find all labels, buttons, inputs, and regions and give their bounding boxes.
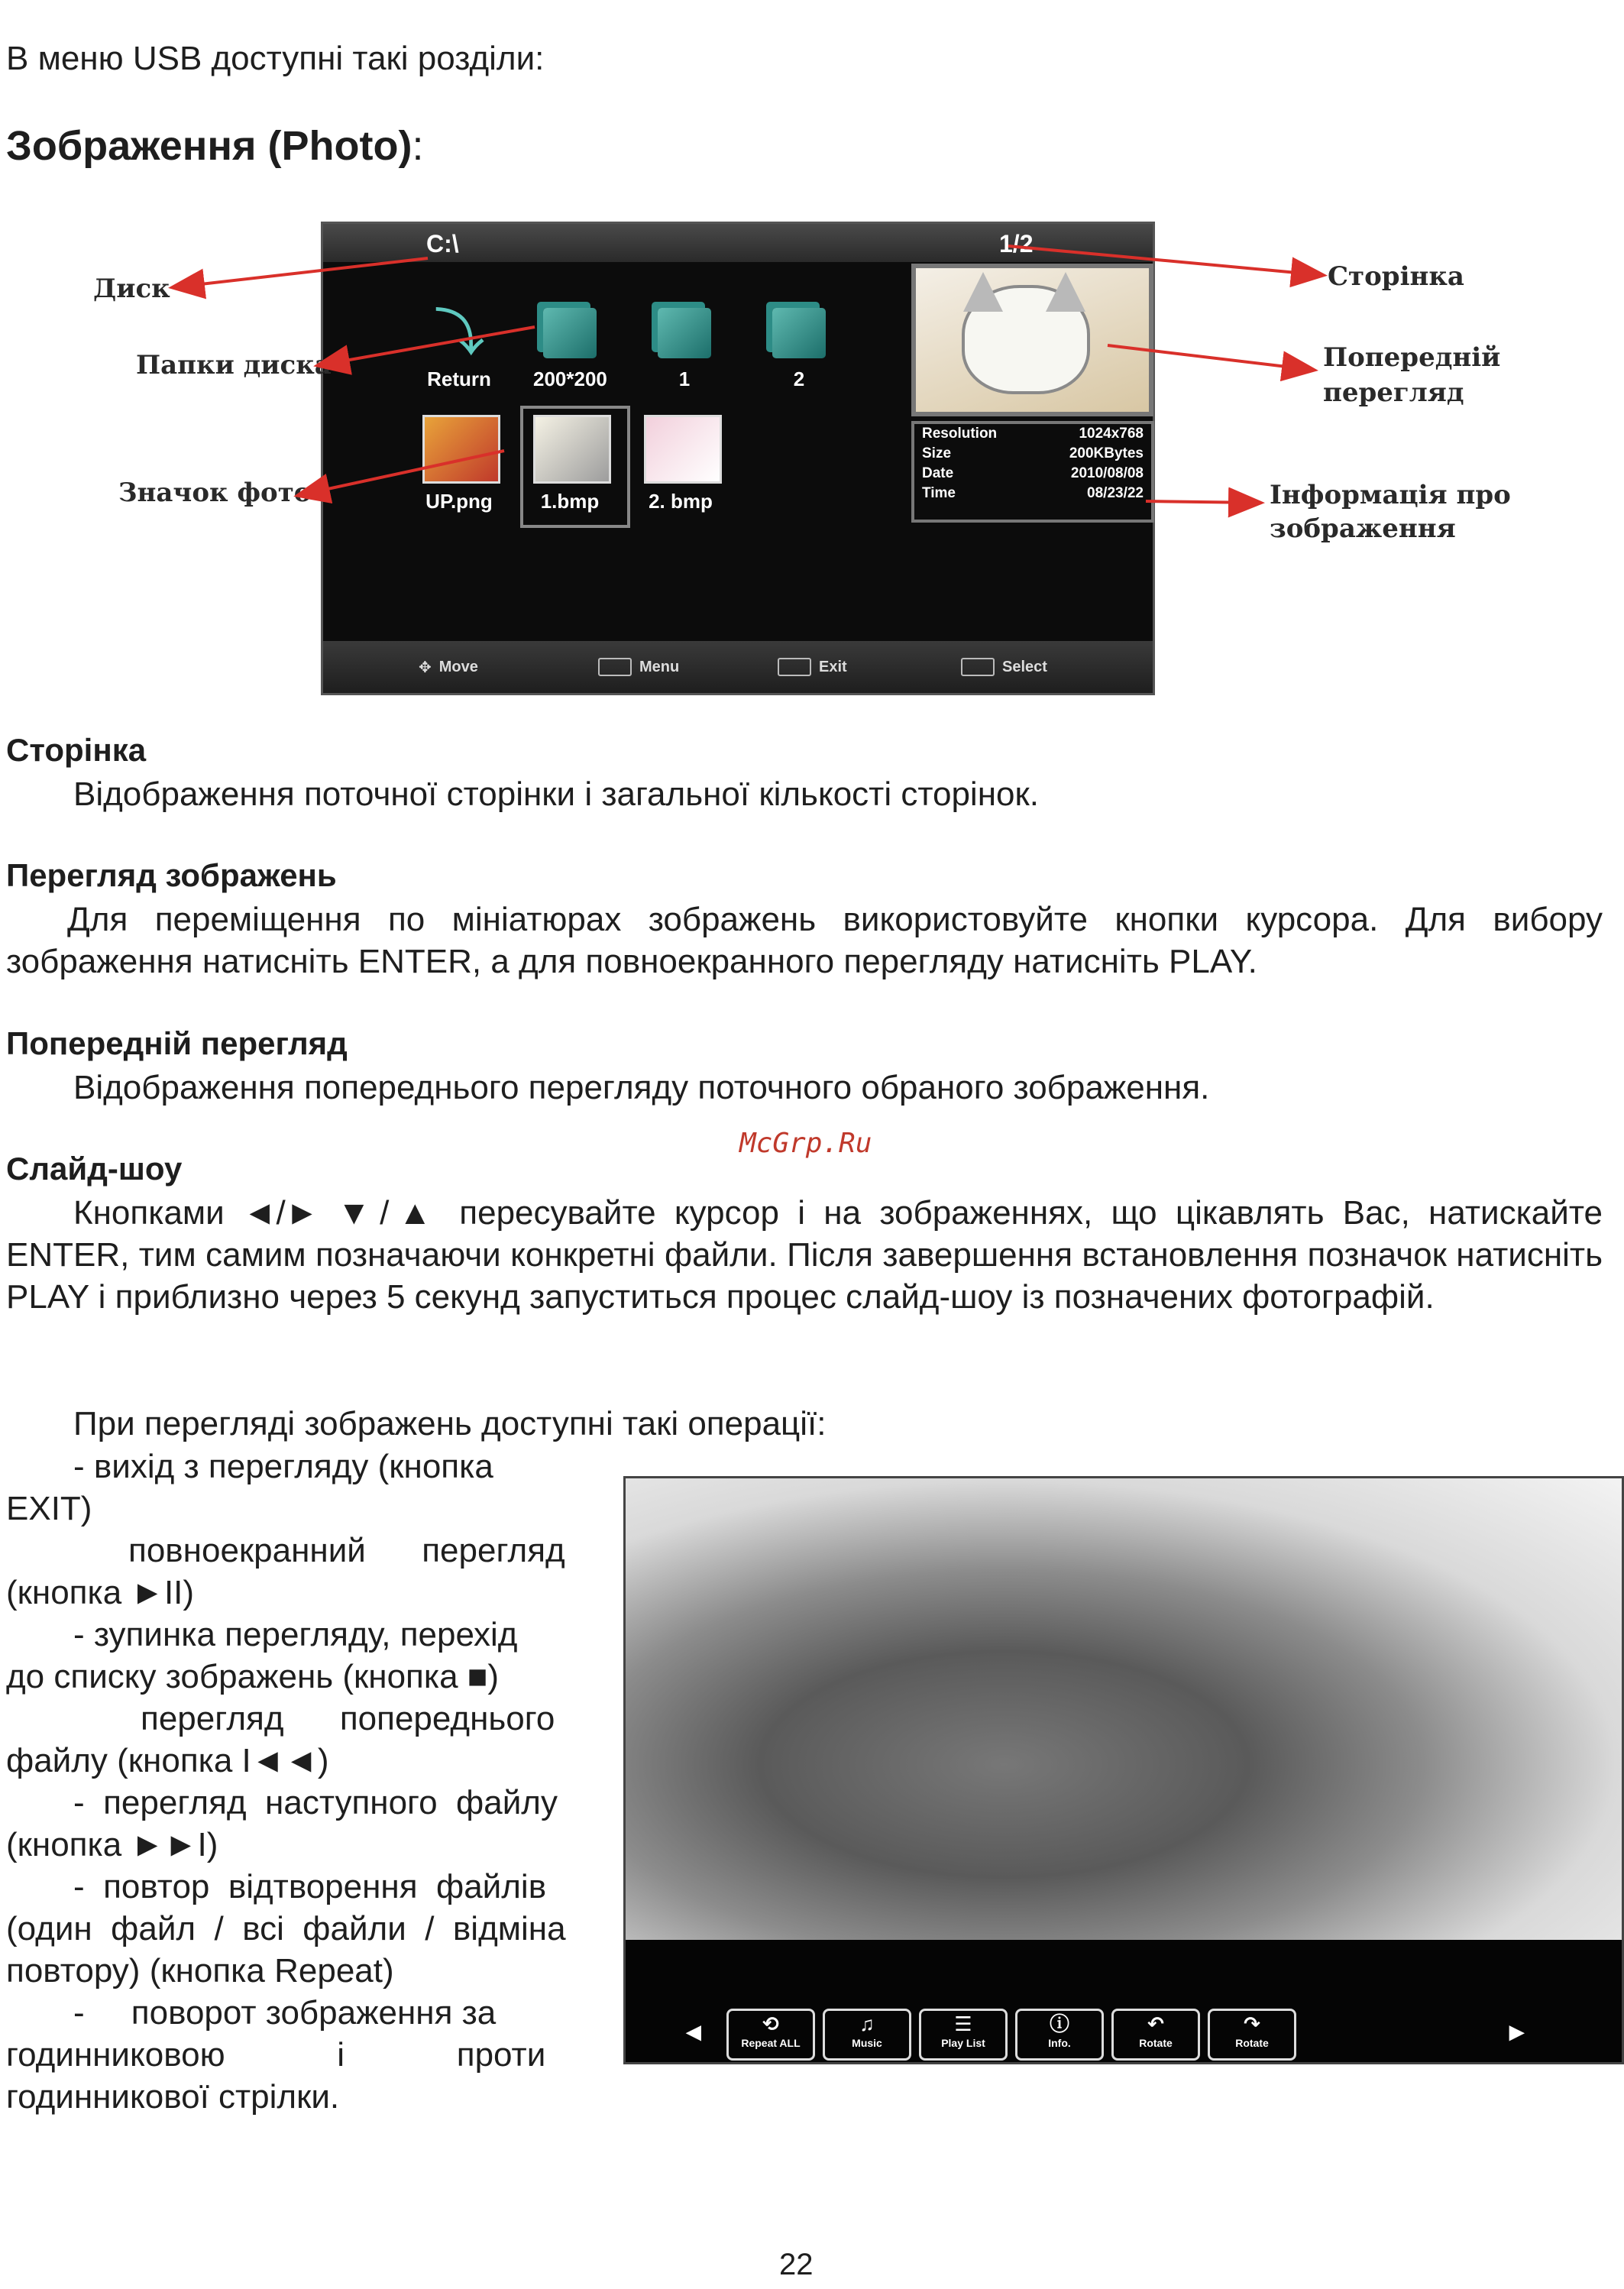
op-line: годинниковою і проти — [6, 2036, 546, 2074]
section-text: Відображення попереднього перегляду поточного обраного зображення. — [73, 1069, 1210, 1106]
section-text: Для переміщення по мініатюрах зображень використовуйте кнопки курсора. Для вибору зображення натисніть ENTER, а для повноекранного перегляду натисніть PLAY. — [6, 901, 1603, 980]
section-title: Перегляд зображень — [6, 857, 337, 893]
watermark: McGrp.Ru — [739, 1128, 872, 1159]
callout-preview-line1: Попередній — [1323, 342, 1501, 373]
next-arrow-icon[interactable]: ► — [1504, 2018, 1530, 2047]
callout-disk: Диск — [93, 274, 170, 304]
section-title: Попередній перегляд — [6, 1025, 348, 1061]
section-text: Відображення поточної сторінки і загальної кількості сторінок. — [73, 775, 1039, 813]
intro-text: В меню USB доступні такі розділи: — [6, 40, 545, 77]
folder-tile[interactable]: 200*200 — [533, 308, 607, 391]
section-title: Сторінка — [6, 732, 147, 768]
photo-file-tile[interactable]: 1.bmp — [533, 415, 607, 513]
section-title: Слайд-шоу — [6, 1151, 183, 1187]
callout-info-line1: Інформація про — [1270, 480, 1511, 510]
op-line: (кнопка ►II) — [6, 1574, 195, 1611]
callout-arrows — [0, 0, 1624, 764]
info-row: Resolution 1024x768 — [922, 426, 1144, 442]
callout-photo-icon: Значок фото — [118, 478, 312, 508]
op-line: файлу (кнопка I◄◄) — [6, 1742, 329, 1779]
info-button[interactable]: ⓘ Info. — [1015, 2009, 1104, 2061]
rotate-left-button[interactable]: ↶ Rotate — [1111, 2009, 1200, 2061]
return-arrow-icon: ⤵ — [435, 306, 484, 361]
hint-menu: Menu — [598, 658, 679, 676]
op-line: (один файл / всі файли / відміна — [6, 1910, 566, 1947]
playlist-icon: ☰ — [954, 2012, 972, 2035]
folder-tile[interactable]: 2 — [762, 308, 836, 391]
section-text: Кнопками ◄/► ▼/▲ пересувайте курсор і на зображеннях, що цікавлять Вас, натискайте ENTER, тим самим позначаючи конкретні файли. Після завершення встановлення позначок натисніть PLAY і приблизно через 5 секунд запуститься процес слайд-шоу із позначених фотографій. — [6, 1194, 1603, 1316]
callout-page: Сторінка — [1328, 261, 1464, 292]
op-line: до списку зображень (кнопка ■) — [6, 1658, 500, 1695]
music-note-icon: ♫ — [859, 2012, 875, 2035]
op-line: - повтор відтворення файлів — [73, 1868, 547, 1905]
hint-exit: Exit — [778, 658, 847, 676]
operations-intro: При перегляді зображень доступні такі операції: — [73, 1405, 827, 1442]
info-row: Time 08/23/22 — [922, 485, 1144, 501]
callout-folders: Папки диска — [136, 350, 332, 380]
kitten-photo — [626, 1478, 1622, 1940]
folder-tile[interactable]: 1 — [648, 308, 721, 391]
dpad-icon: ✥ — [419, 659, 432, 676]
op-line: повтору) (кнопка Repeat) — [6, 1952, 394, 1990]
repeat-icon: ⟲ — [762, 2012, 779, 2035]
hint-select: Select — [961, 658, 1047, 676]
return-tile[interactable]: ⤵ Return — [427, 306, 491, 390]
op-line: EXIT) — [6, 1490, 92, 1527]
callout-info-line2: зображення — [1270, 513, 1456, 544]
page-indicator: 1/2 — [999, 230, 1034, 257]
play-list-button[interactable]: ☰ Play List — [919, 2009, 1008, 2061]
op-line: - перегляд наступного файлу — [73, 1784, 558, 1821]
callout-preview-line2: перегляд — [1323, 377, 1464, 408]
op-line: повноекранний перегляд — [128, 1532, 565, 1569]
drive-label: C:\ — [426, 230, 459, 257]
music-button[interactable]: ♫ Music — [823, 2009, 911, 2061]
op-line: перегляд попереднього — [141, 1700, 555, 1737]
prev-arrow-icon[interactable]: ◄ — [681, 2018, 707, 2047]
info-row: Date 2010/08/08 — [922, 465, 1144, 481]
operations-list — [6, 1446, 602, 2118]
control-bar — [626, 1940, 1622, 2062]
hint-move: ✥ Move — [419, 659, 478, 676]
rotate-right-button[interactable]: ↷ Rotate — [1208, 2009, 1296, 2061]
fullscreen-view-screenshot — [623, 1476, 1624, 2064]
op-line: - поворот зображення за — [73, 1994, 497, 2032]
section-heading: Зображення (Photo): — [6, 123, 424, 169]
op-line: - зупинка перегляду, перехід — [73, 1616, 518, 1653]
repeat-all-button[interactable]: ⟲ Repeat ALL — [726, 2009, 815, 2061]
info-icon: ⓘ — [1049, 2012, 1069, 2035]
op-line: (кнопка ►►I) — [6, 1826, 218, 1863]
rotate-left-icon: ↶ — [1147, 2012, 1164, 2035]
page-number: 22 — [779, 2248, 814, 2281]
photo-file-tile[interactable]: UP.png — [422, 415, 496, 513]
op-line: годинникової стрілки. — [6, 2078, 340, 2116]
info-row: Size 200KBytes — [922, 445, 1144, 461]
rotate-right-icon: ↷ — [1244, 2012, 1260, 2035]
op-line: - вихід з перегляду (кнопка — [73, 1448, 493, 1485]
photo-file-tile[interactable]: 2. bmp — [644, 415, 717, 513]
